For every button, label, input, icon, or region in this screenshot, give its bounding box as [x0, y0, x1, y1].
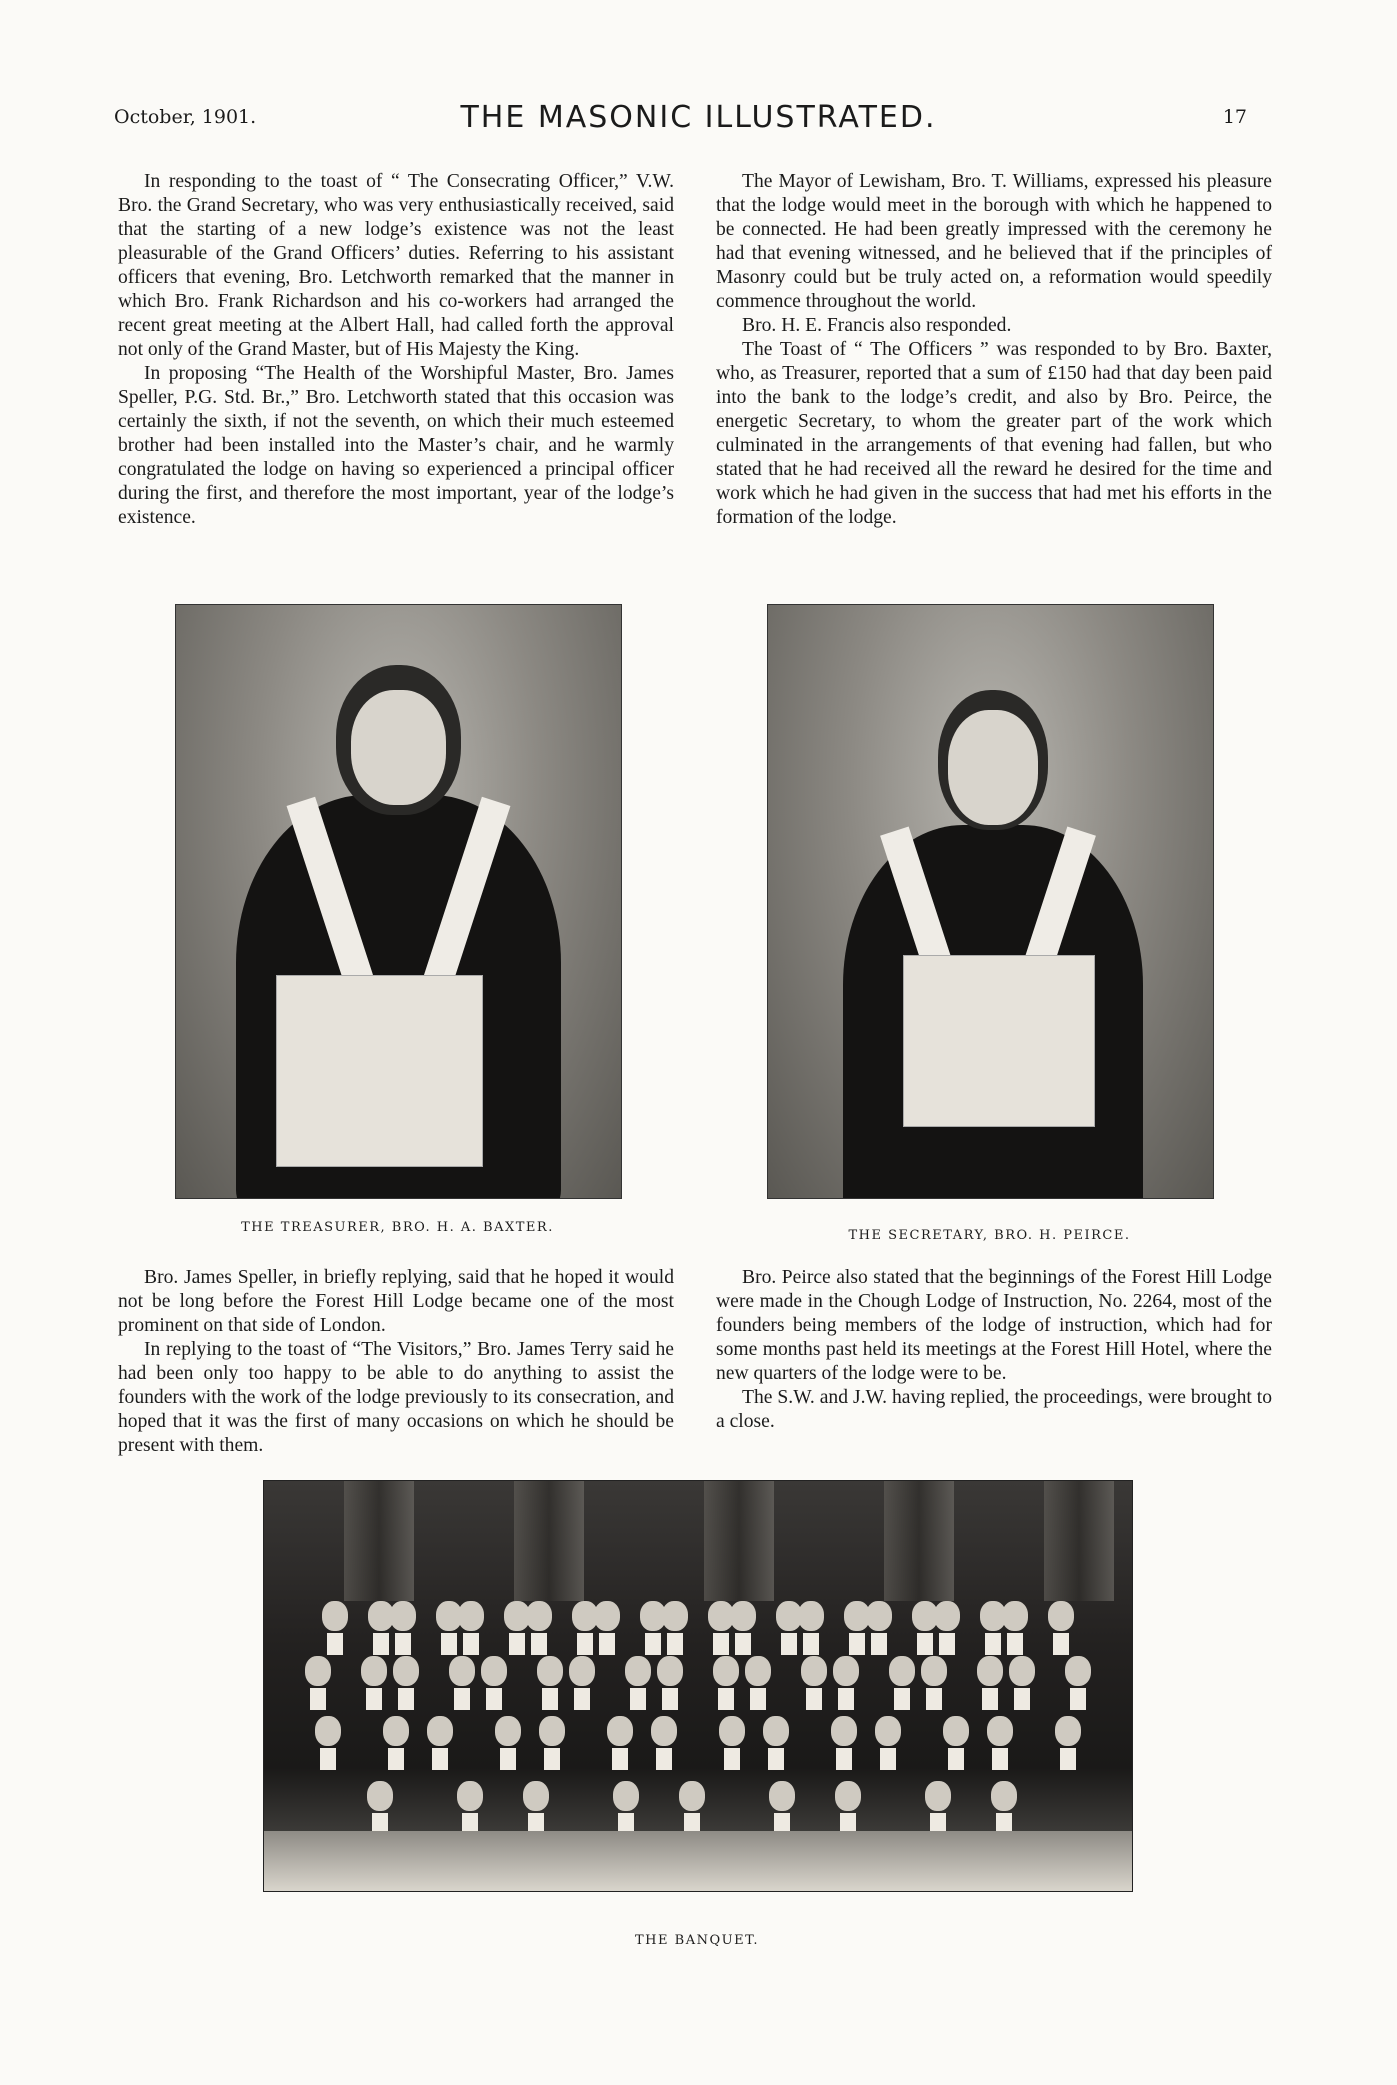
diner-shirt [645, 1633, 661, 1655]
diner-figure [921, 1656, 947, 1686]
paragraph: The S.W. and J.W. having replied, the proceedings, were brought to a close. [716, 1387, 1272, 1432]
diner-figure [523, 1781, 549, 1811]
diner-shirt [849, 1633, 865, 1655]
diner-shirt [630, 1688, 646, 1710]
diner-figure [322, 1601, 348, 1631]
diner-figure [1009, 1656, 1035, 1686]
diner-figure [1065, 1656, 1091, 1686]
diner-shirt [667, 1633, 683, 1655]
diner-figure [657, 1656, 683, 1686]
diner-figure [607, 1716, 633, 1746]
diner-shirt [441, 1633, 457, 1655]
diner-figure [393, 1656, 419, 1686]
diner-figure [1002, 1601, 1028, 1631]
diner-shirt [366, 1688, 382, 1710]
diner-shirt [388, 1748, 404, 1770]
diner-shirt [500, 1748, 516, 1770]
diner-shirt [599, 1633, 615, 1655]
diner-shirt [992, 1748, 1008, 1770]
diner-figure [526, 1601, 552, 1631]
diner-figure [719, 1716, 745, 1746]
diner-figure [943, 1716, 969, 1746]
publication-title: THE MASONIC ILLUSTRATED. [460, 100, 937, 135]
diner-figure [801, 1656, 827, 1686]
treasurer-photo [175, 604, 622, 1199]
diner-shirt [531, 1633, 547, 1655]
diner-figure [367, 1781, 393, 1811]
diner-shirt [432, 1748, 448, 1770]
paragraph: Bro. H. E. Francis also responded. [742, 315, 1012, 336]
diner-shirt [1014, 1688, 1030, 1710]
diner-figure [769, 1781, 795, 1811]
diner-figure [745, 1656, 771, 1686]
diner-figure [651, 1716, 677, 1746]
diner-figure [866, 1601, 892, 1631]
diner-shirt [926, 1688, 942, 1710]
page-header [0, 100, 1397, 140]
diner-shirt [724, 1748, 740, 1770]
paragraph: Bro. Peirce also stated that the beginnings of the Forest Hill Lodge were made in the Chough Lodge of Instruction, No. 2264, most of the founders being members of the lodge of instruction, which had for some months past held its meetings at the Forest Hill Hotel, where the new quarters of the lodge were to be. [716, 1267, 1272, 1384]
treasurer-caption: THE TREASURER, BRO. H. A. BAXTER. [241, 1220, 554, 1235]
diner-shirt [320, 1748, 336, 1770]
diner-figure [315, 1716, 341, 1746]
diner-figure [730, 1601, 756, 1631]
diner-figure [594, 1601, 620, 1631]
diner-figure [713, 1656, 739, 1686]
diner-shirt [1060, 1748, 1076, 1770]
diner-figure [875, 1716, 901, 1746]
diner-figure [539, 1716, 565, 1746]
diner-shirt [948, 1748, 964, 1770]
diner-figure [427, 1716, 453, 1746]
diner-figure [613, 1781, 639, 1811]
secretary-photo [767, 604, 1214, 1199]
diner-shirt [1007, 1633, 1023, 1655]
diner-figure [833, 1656, 859, 1686]
diner-shirt [750, 1688, 766, 1710]
diner-figure [625, 1656, 651, 1686]
diner-figure [569, 1656, 595, 1686]
diner-shirt [574, 1688, 590, 1710]
secretary-caption: THE SECRETARY, BRO. H. PEIRCE. [848, 1228, 1131, 1243]
paragraph: In responding to the toast of “ The Consecrating Officer,” V.W. Bro. the Grand Secretary, who was very enthusiastically received, said that the starting of a new lodge’s existence was not the least pleasurable of the Grand Officers’ duties. Referring to his assistant officers that evening, Bro. Letchworth remarked that the manner in which Bro. Frank Richardson and his co-workers had arranged the recent great meeting at the Albert Hall, had called forth the approval not only of the Grand Master, but of His Majesty the King. [118, 171, 674, 360]
diner-shirt [982, 1688, 998, 1710]
diner-shirt [463, 1633, 479, 1655]
diner-shirt [395, 1633, 411, 1655]
diner-shirt [327, 1633, 343, 1655]
diner-shirt [486, 1688, 502, 1710]
diner-shirt [662, 1688, 678, 1710]
diner-shirt [838, 1688, 854, 1710]
diner-shirt [735, 1633, 751, 1655]
diner-figure [835, 1781, 861, 1811]
diner-shirt [310, 1688, 326, 1710]
diner-figure [481, 1656, 507, 1686]
diner-shirt [542, 1688, 558, 1710]
diner-shirt [917, 1633, 933, 1655]
diner-shirt [718, 1688, 734, 1710]
diner-shirt [871, 1633, 887, 1655]
diner-shirt [894, 1688, 910, 1710]
diner-shirt [781, 1633, 797, 1655]
diner-figure [305, 1656, 331, 1686]
diner-figure [662, 1601, 688, 1631]
diner-figure [383, 1716, 409, 1746]
paragraph: Bro. James Speller, in briefly replying, said that he hoped it would not be long before the Forest Hill Lodge became one of the most prominent on that side of London. [118, 1267, 674, 1336]
diner-figure [991, 1781, 1017, 1811]
diner-figure [361, 1656, 387, 1686]
diner-shirt [454, 1688, 470, 1710]
diner-figure [934, 1601, 960, 1631]
paragraph: In replying to the toast of “The Visitors,” Bro. James Terry said he had been only too happy to be able to do anything to assist the founders with the work of the lodge previously to its consecration, and hoped that it was the first of many occasions on which he should be present with them. [118, 1339, 674, 1456]
diner-figure [763, 1716, 789, 1746]
diner-shirt [656, 1748, 672, 1770]
diner-shirt [509, 1633, 525, 1655]
banquet-photo [263, 1480, 1133, 1892]
diner-figure [458, 1601, 484, 1631]
upper-left-column [118, 170, 674, 530]
lower-right-column [716, 1266, 1272, 1434]
diner-figure [925, 1781, 951, 1811]
diner-shirt [836, 1748, 852, 1770]
diner-figure [679, 1781, 705, 1811]
diner-figure [889, 1656, 915, 1686]
diner-figure [831, 1716, 857, 1746]
diner-shirt [985, 1633, 1001, 1655]
diner-shirt [1070, 1688, 1086, 1710]
diner-shirt [544, 1748, 560, 1770]
diner-shirt [612, 1748, 628, 1770]
lower-left-column [118, 1266, 674, 1458]
paragraph: The Mayor of Lewisham, Bro. T. Williams, expressed his pleasure that the lodge would meet in the borough with which he happened to be connected. He had been greatly impressed with the ceremony he had that evening witnessed, and he believed that if the principles of Masonry could but be truly acted on, a reformation would speedily commence throughout the world. [716, 171, 1272, 312]
diner-figure [1055, 1716, 1081, 1746]
diner-figure [798, 1601, 824, 1631]
diner-shirt [939, 1633, 955, 1655]
paragraph: In proposing “The Health of the Worshipful Master, Bro. James Speller, P.G. Std. Br.,” Bro. Letchworth stated that this occasion was certainly the sixth, if not the seventh, on which their much esteemed brother had been installed into the Master’s chair, and he warmly congratulated the lodge on having so experienced a principal officer during the first, and therefore the most important, year of the lodge’s existence. [118, 363, 674, 528]
diner-shirt [768, 1748, 784, 1770]
diner-shirt [880, 1748, 896, 1770]
diner-shirt [398, 1688, 414, 1710]
diner-shirt [577, 1633, 593, 1655]
diner-figure [1048, 1601, 1074, 1631]
diner-figure [457, 1781, 483, 1811]
diner-shirt [373, 1633, 389, 1655]
diner-shirt [1053, 1633, 1069, 1655]
diner-figure [537, 1656, 563, 1686]
diner-shirt [713, 1633, 729, 1655]
diner-figure [987, 1716, 1013, 1746]
diner-shirt [803, 1633, 819, 1655]
paragraph: The Toast of “ The Officers ” was responded to by Bro. Baxter, who, as Treasurer, reported that a sum of £150 had that day been paid into the bank to the lodge’s credit, and also by Bro. Peirce, the energetic Secretary, to whom the greater part of the work which culminated in the arrangements of that evening had fallen, but who stated that he had received all the reward he desired for the time and work which he had given in the success that had met his efforts in the formation of the lodge. [716, 339, 1272, 528]
diner-figure [495, 1716, 521, 1746]
diner-figure [449, 1656, 475, 1686]
page-number: 17 [1222, 106, 1247, 128]
diner-figure [390, 1601, 416, 1631]
issue-date: October, 1901. [114, 106, 257, 128]
diner-shirt [806, 1688, 822, 1710]
diner-figure [977, 1656, 1003, 1686]
banquet-caption: THE BANQUET. [635, 1933, 759, 1948]
upper-right-column [716, 170, 1272, 530]
